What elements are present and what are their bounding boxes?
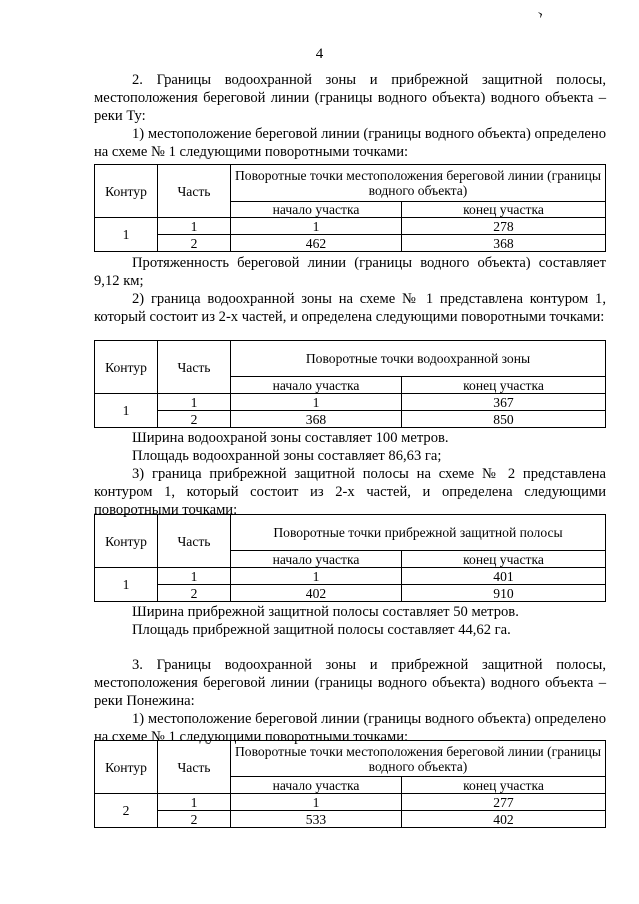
table-shoreline-ponezhina	[94, 740, 606, 828]
shoreline-length: Протяженность береговой линии (границы водного объекта) составляет 9,12 км;	[94, 255, 606, 289]
table-coastal-strip	[94, 514, 606, 602]
table-row	[95, 794, 606, 811]
section-2-text-d	[94, 603, 606, 639]
table-row	[95, 568, 606, 585]
cell-start: 462	[231, 235, 402, 252]
col-header-group: Поворотные точки прибрежной защитной полосы	[231, 515, 606, 551]
section-2-item-1: 1) местоположение береговой линии (границы водного объекта) определено на схеме № 1 следующими поворотными точками:	[94, 126, 606, 160]
page-number: 4	[315, 46, 324, 62]
cell-end: 278	[402, 218, 606, 235]
cell-kontur: 2	[95, 794, 158, 828]
section-3-item-1: 1) местоположение береговой линии (границы водного объекта) определено на схеме № 1 следующими поворотными точками:	[94, 711, 606, 745]
cell-kontur: 1	[95, 568, 158, 602]
col-header-start: начало участка	[231, 377, 402, 394]
cell-end: 401	[402, 568, 606, 585]
col-header-chast: Часть	[158, 515, 231, 568]
cell-start: 368	[231, 411, 402, 428]
zone-area: Площадь водоохранной зоны составляет 86,63 га;	[132, 448, 442, 464]
col-header-end: конец участка	[402, 551, 606, 568]
cell-part: 1	[158, 568, 231, 585]
cell-part: 2	[158, 411, 231, 428]
cell-end: 277	[402, 794, 606, 811]
cell-start: 1	[231, 218, 402, 235]
table-row	[95, 585, 606, 602]
corner-mark: ›	[535, 5, 546, 23]
section-2-text-b	[94, 254, 606, 326]
cell-part: 1	[158, 794, 231, 811]
col-header-kontur: Контур	[95, 165, 158, 218]
cell-kontur: 1	[95, 218, 158, 252]
col-header-group: Поворотные точки водоохранной зоны	[231, 341, 606, 377]
section-2-text-a	[94, 71, 606, 161]
cell-end: 368	[402, 235, 606, 252]
cell-end: 910	[402, 585, 606, 602]
cell-part: 2	[158, 585, 231, 602]
col-header-kontur: Контур	[95, 741, 158, 794]
section-3-heading: 3. Границы водоохранной зоны и прибрежной защитной полосы, местоположения береговой линии (границы водного объекта) водного объекта – реки Понежина:	[94, 657, 606, 709]
col-header-start: начало участка	[231, 551, 402, 568]
cell-end: 850	[402, 411, 606, 428]
zone-width: Ширина водоохраной зоны составляет 100 метров.	[132, 430, 449, 446]
col-header-kontur: Контур	[95, 341, 158, 394]
section-2-text-c	[94, 429, 606, 519]
col-header-group: Поворотные точки местоположения береговой линии (границы водного объекта)	[231, 741, 606, 777]
col-header-chast: Часть	[158, 741, 231, 794]
table-shoreline-tu	[94, 164, 606, 252]
strip-width: Ширина прибрежной защитной полосы составляет 50 метров.	[132, 604, 519, 620]
col-header-end: конец участка	[402, 202, 606, 218]
cell-start: 1	[231, 394, 402, 411]
table-row	[95, 811, 606, 828]
table-row	[95, 218, 606, 235]
cell-part: 1	[158, 218, 231, 235]
col-header-chast: Часть	[158, 341, 231, 394]
table-row	[95, 394, 606, 411]
section-2-item-3: 3) граница прибрежной защитной полосы на схеме № 2 представлена контуром 1, который состоит из 2-х частей, и определена следующими поворотными точками:	[94, 466, 606, 518]
col-header-group: Поворотные точки местоположения береговой линии (границы водного объекта)	[231, 165, 606, 202]
cell-start: 1	[231, 568, 402, 585]
col-header-chast: Часть	[158, 165, 231, 218]
strip-area: Площадь прибрежной защитной полосы составляет 44,62 га.	[132, 622, 511, 638]
section-2-heading: 2. Границы водоохранной зоны и прибрежной защитной полосы, местоположения береговой линии (границы водного объекта) водного объекта – реки Ту:	[94, 72, 606, 124]
col-header-end: конец участка	[402, 777, 606, 794]
cell-part: 2	[158, 235, 231, 252]
cell-start: 1	[231, 794, 402, 811]
col-header-start: начало участка	[231, 202, 402, 218]
cell-end: 402	[402, 811, 606, 828]
cell-start: 533	[231, 811, 402, 828]
table-water-protection-zone	[94, 340, 606, 428]
section-3-text-a	[94, 656, 606, 746]
col-header-end: конец участка	[402, 377, 606, 394]
col-header-start: начало участка	[231, 777, 402, 794]
cell-kontur: 1	[95, 394, 158, 428]
cell-part: 1	[158, 394, 231, 411]
cell-end: 367	[402, 394, 606, 411]
table-row	[95, 235, 606, 252]
table-row	[95, 411, 606, 428]
col-header-kontur: Контур	[95, 515, 158, 568]
section-2-item-2: 2) граница водоохранной зоны на схеме № 1 представлена контуром 1, который состоит из 2-х частей, и определена следующими поворотными точками:	[94, 291, 606, 325]
cell-part: 2	[158, 811, 231, 828]
cell-start: 402	[231, 585, 402, 602]
